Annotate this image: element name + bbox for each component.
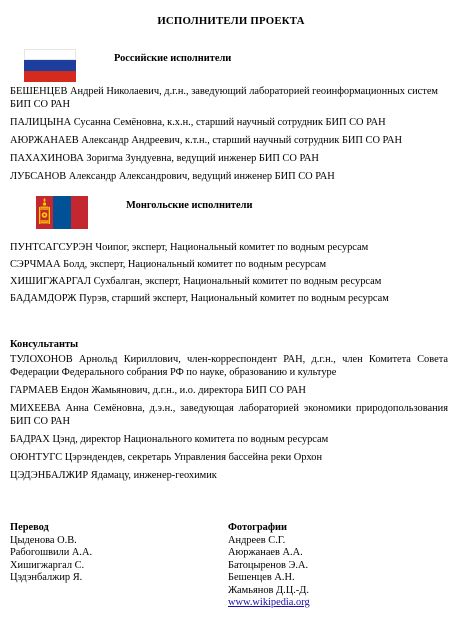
list-item: Батоцыренов Э.А. [228,559,309,571]
list-item: БАДАМДОРЖ Пурэв, старший эксперт, Национальный комитет по водным ресурсам [10,293,389,304]
wikipedia-link[interactable]: www.wikipedia.org [228,597,310,608]
list-item: Хишигжаргал С. [10,559,85,571]
list-item: ОЮНТУГС Цэрэндендев, секретарь Управления бассейна реки Орхон [10,452,323,463]
list-item: БЕШЕНЦЕВ Андрей Николаевич, д.г.н., заведующий лабораторией геоинформационных систем БИП СО РАН [10,86,439,110]
list-item: Жамьянов Д.Ц.-Д. [228,584,309,596]
list-item: Андреев С.Г. [228,534,286,546]
list-item: АЮРЖАНАЕВ Александр Андреевич, к.т.н., старший научный сотрудник БИП СО РАН [10,135,403,146]
list-item: ПАХАХИНОВА Зоригма Зундуевна, ведущий инженер БИП СО РАН [10,153,319,164]
translation-heading: Перевод [10,522,49,533]
list-item: БАДРАХ Цэнд, директор Национального комитета по водным ресурсам [10,434,329,445]
list-item: ПУНТСАГСУРЭН Чоипог, эксперт, Национальный комитет по водным ресурсам [10,242,369,253]
mongolian-heading: Монгольские исполнители [126,200,253,211]
russian-heading: Российские исполнители [114,53,232,64]
photos-block [228,522,310,610]
mongolia-flag-icon [36,196,88,229]
flag-band-red-left [36,196,53,229]
flag-band-red [24,71,76,82]
page-title: ИСПОЛНИТЕЛИ ПРОЕКТА [157,15,305,27]
list-item: Рабогошвили А.А. [10,547,93,558]
translation-block [10,522,92,585]
flag-band-red-right [71,196,88,229]
mongolian-list [10,241,448,305]
flag-band-white [24,49,76,60]
russian-list [10,85,448,183]
flag-band-blue-center [53,196,70,229]
flag-band-blue [24,60,76,71]
list-item: Цэдэнбалжир Я. [10,572,83,583]
list-item: Аюржанаев А.А. [228,547,303,558]
photos-heading: Фотографии [228,522,288,533]
russia-flag-icon [24,49,76,82]
list-item: ПАЛИЦЫНА Сусанна Семёновна, к.х.н., старший научный сотрудник БИП СО РАН [10,117,386,128]
list-item: ТУЛОХОНОВ Арнольд Кириллович, член-корреспондент РАН, д.г.н., член Комитета Совета Федерации Федерального собрания РФ по науке, образованию и культуре [10,354,448,378]
soyombo-icon [36,196,53,229]
consultants-heading: Консультанты [10,339,79,350]
list-item: ЦЭДЭНБАЛЖИР Ядамацу, инженер-геохимик [10,470,217,481]
list-item: Бешенцев А.Н. [228,572,295,583]
list-item: СЭРЧМАА Болд, эксперт, Национальный комитет по водным ресурсам [10,259,327,270]
list-item: ЛУБСАНОВ Александр Александрович, ведущий инженер БИП СО РАН [10,171,335,182]
list-item: Цыденова О.В. [10,534,77,546]
list-item: ГАРМАЕВ Ендон Жамьянович, д.г.н., и.о. директора БИП СО РАН [10,385,306,396]
list-item: МИХЕЕВА Анна Семёновна, д.э.н., заведующая лабораторией экономики природопользования БИП СО РАН [10,403,448,427]
list-item: ХИШИГЖАРГАЛ Сухбалган, эксперт, Национальный комитет по водным ресурсам [10,276,382,287]
consultants-list [10,353,448,482]
